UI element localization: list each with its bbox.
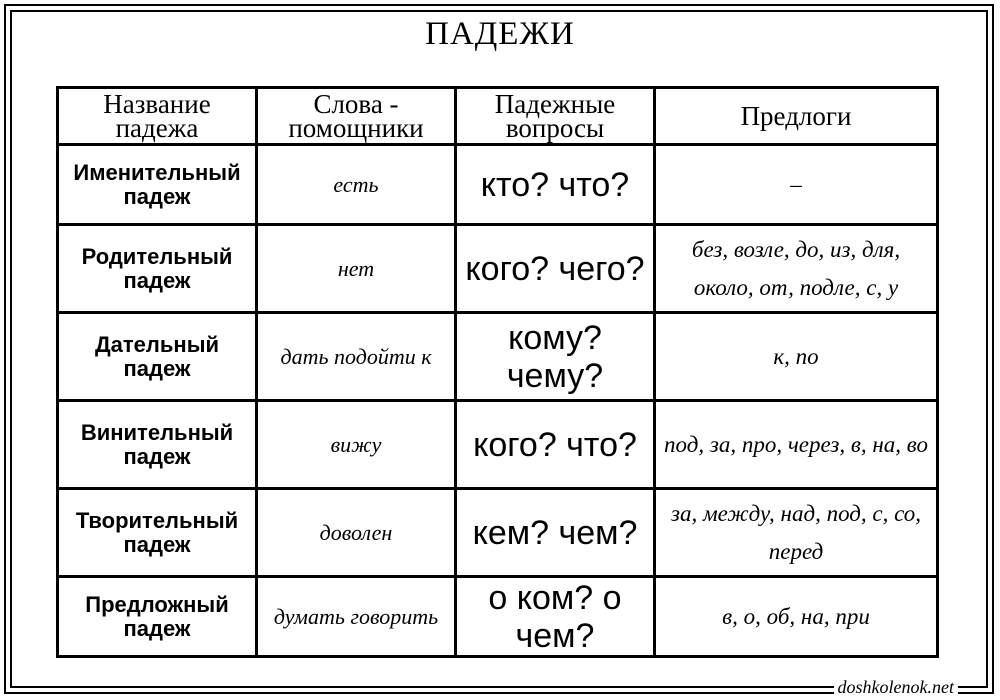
case-questions: кому? чему? (456, 313, 655, 401)
helper-words: нет (257, 225, 456, 313)
helper-words: дать подойти к (257, 313, 456, 401)
case-questions: о ком? о чем? (456, 577, 655, 657)
case-name: Творительный падеж (58, 489, 257, 577)
prepositions: без, возле, до, из, для, около, от, подле, с, у (655, 225, 938, 313)
case-questions: кем? чем? (456, 489, 655, 577)
helper-words: вижу (257, 401, 456, 489)
case-name: Дательный падеж (58, 313, 257, 401)
prepositions: под, за, про, через, в, на, во (655, 401, 938, 489)
site-watermark: doshkolenok.net (834, 677, 958, 698)
table-row (58, 401, 938, 489)
header-row (58, 88, 938, 145)
case-name: Родительный падеж (58, 225, 257, 313)
case-name: Предложный падеж (58, 577, 257, 657)
header-case-questions: Падежные вопросы (456, 88, 655, 145)
case-questions: кого? что? (456, 401, 655, 489)
table-row (58, 313, 938, 401)
header-case-name: Название падежа (58, 88, 257, 145)
helper-words: доволен (257, 489, 456, 577)
table-row (58, 577, 938, 657)
case-questions: кого? чего? (456, 225, 655, 313)
case-name: Именительный падеж (58, 145, 257, 225)
header-helper-words: Слова - помощники (257, 88, 456, 145)
header-prepositions: Предлоги (655, 88, 938, 145)
prepositions: к, по (655, 313, 938, 401)
table-row (58, 145, 938, 225)
helper-words: есть (257, 145, 456, 225)
prepositions: за, между, над, под, с, со, перед (655, 489, 938, 577)
prepositions: – (655, 145, 938, 225)
table-row (58, 225, 938, 313)
prepositions: в, о, об, на, при (655, 577, 938, 657)
helper-words: думать говорить (257, 577, 456, 657)
table-row (58, 489, 938, 577)
cases-table (56, 86, 939, 658)
case-questions: кто? что? (456, 145, 655, 225)
case-name: Винительный падеж (58, 401, 257, 489)
page-title: ПАДЕЖИ (425, 16, 575, 52)
